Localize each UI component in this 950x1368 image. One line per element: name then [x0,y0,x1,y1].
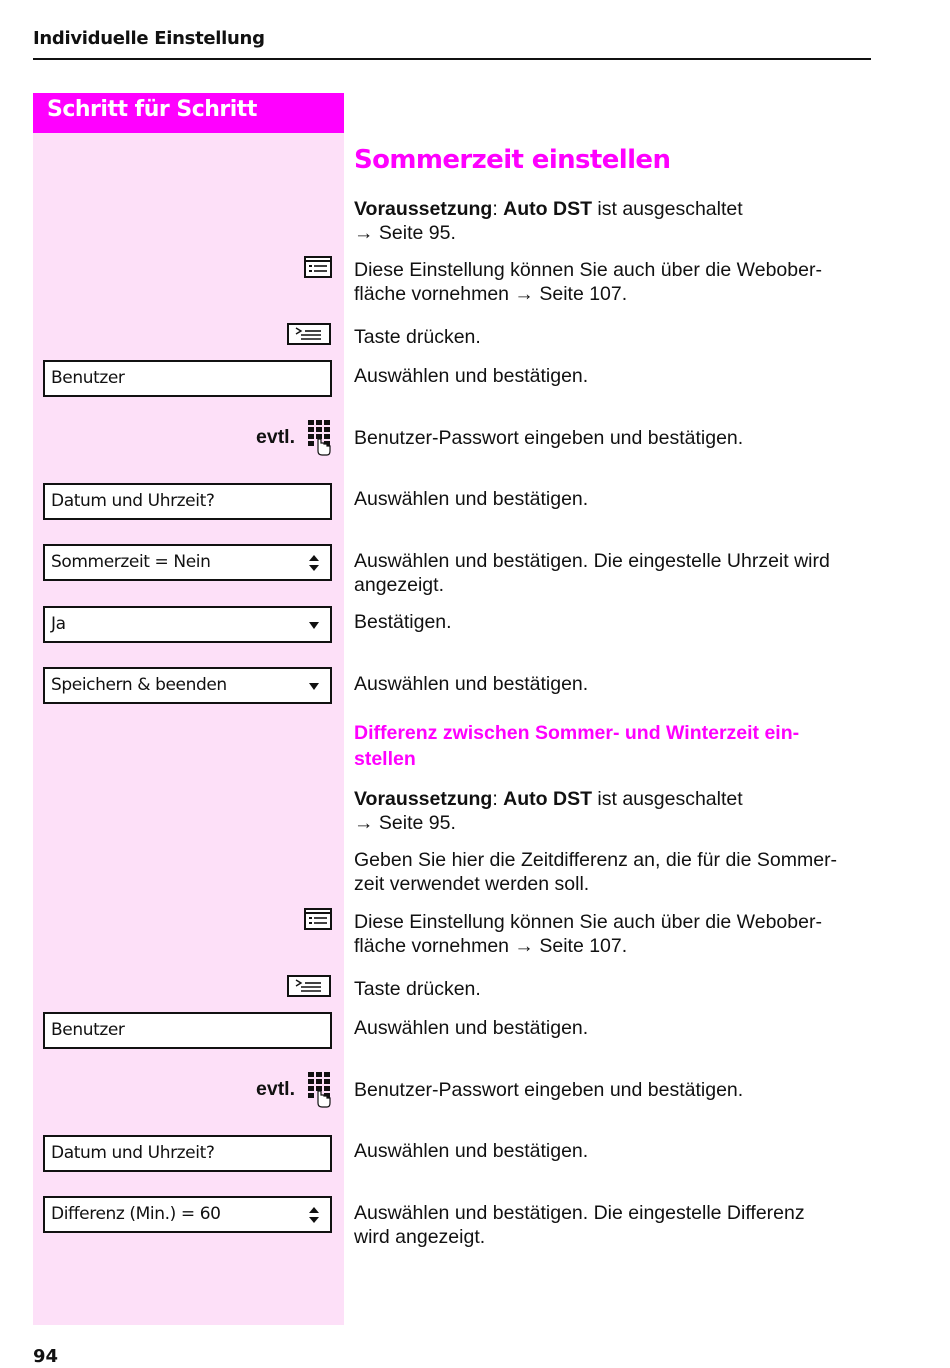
menu-key-icon[interactable] [287,975,331,997]
menu-item-speichern[interactable] [43,667,332,704]
password-text: Benutzer-Passwort eingeben und bestätigen. [354,1079,744,1101]
key-press-text: Taste drücken. [354,978,481,1000]
intro-line1: Geben Sie hier die Zeitdifferenz an, die für die Sommer- [354,849,838,871]
select-confirm-text: Auswählen und bestätigen. [354,1140,589,1162]
step-column-title: Schritt für Schritt [47,97,257,122]
key-press-text: Taste drücken. [354,326,481,348]
down-arrow-icon [309,622,319,629]
differenz-desc [354,1201,879,1249]
desc-line2: angezeigt. [354,574,444,596]
menu-item-datum[interactable] [43,483,332,520]
password-text: Benutzer-Passwort eingeben und bestätigen. [354,427,744,449]
menu-item-benutzer[interactable] [43,1012,332,1049]
web-note-line2: fläche vornehmen → Seite 107. [354,935,628,957]
prereq-ref: → Seite 95. [354,812,456,834]
web-note [354,258,879,306]
keypad-icon[interactable] [307,1071,333,1109]
web-note-line1: Diese Einstellung können Sie auch über die Webober- [354,259,822,281]
desc-line1: Auswählen und bestätigen. Die eingestelle Uhrzeit wird [354,550,830,572]
select-confirm-text: Auswählen und bestätigen. [354,673,589,695]
prereq-bold: Auto DST [503,788,592,810]
header-rule [33,58,871,60]
select-confirm-text: Auswählen und bestätigen. [354,365,589,387]
menu-item-label: Benutzer [51,368,125,388]
prereq-bold: Auto DST [503,198,592,220]
web-interface-icon [304,256,332,278]
prereq-label: Voraussetzung [354,198,493,220]
menu-item-label: Datum und Uhrzeit? [51,491,215,511]
menu-item-differenz[interactable] [43,1196,332,1233]
section-heading-differenz [354,720,854,772]
prereq-sep: : [492,198,504,220]
evtl-label: evtl. [256,1078,296,1100]
menu-item-label: Differenz (Min.) = 60 [51,1204,221,1224]
menu-key-icon[interactable] [287,323,331,345]
desc-line2: wird angezeigt. [354,1226,486,1248]
sommerzeit-desc [354,549,879,597]
menu-item-label: Speichern & beenden [51,675,227,695]
confirm-text: Bestätigen. [354,611,452,633]
prereq-label: Voraussetzung [354,788,493,810]
menu-item-label: Benutzer [51,1020,125,1040]
up-down-arrows-icon [309,1207,319,1223]
intro-line2: zeit verwendet werden soll. [354,873,590,895]
intro-text [354,848,879,896]
keypad-icon[interactable] [307,419,333,457]
web-note-line1: Diese Einstellung können Sie auch über die Webober- [354,911,822,933]
prereq-rest: ist ausgeschaltet [592,198,743,220]
menu-item-label: Datum und Uhrzeit? [51,1143,215,1163]
prereq-rest: ist ausgeschaltet [592,788,743,810]
menu-item-label: Sommerzeit = Nein [51,552,211,572]
prereq-sep: : [492,788,504,810]
evtl-label: evtl. [256,426,296,448]
web-interface-icon [304,908,332,930]
heading-line1: Differenz zwischen Sommer- und Winterzeit ein- [354,722,800,744]
menu-item-ja[interactable] [43,606,332,643]
menu-item-sommerzeit[interactable] [43,544,332,581]
select-confirm-text: Auswählen und bestätigen. [354,1017,589,1039]
desc-line1: Auswählen und bestätigen. Die eingestelle Differenz [354,1202,805,1224]
menu-item-benutzer[interactable] [43,360,332,397]
prereq-ref: → Seite 95. [354,222,456,244]
web-note [354,910,879,958]
down-arrow-icon [309,683,319,690]
web-note-line2: fläche vornehmen → Seite 107. [354,283,628,305]
select-confirm-text: Auswählen und bestätigen. [354,488,589,510]
page-number: 94 [33,1346,59,1367]
section-heading-sommerzeit: Sommerzeit einstellen [354,145,671,175]
prerequisite-text [354,787,879,835]
menu-item-label: Ja [51,614,66,634]
heading-line2: stellen [354,748,416,770]
page-header-title: Individuelle Einstellung [33,28,265,49]
menu-item-datum[interactable] [43,1135,332,1172]
up-down-arrows-icon [309,555,319,571]
prerequisite-text [354,197,879,245]
